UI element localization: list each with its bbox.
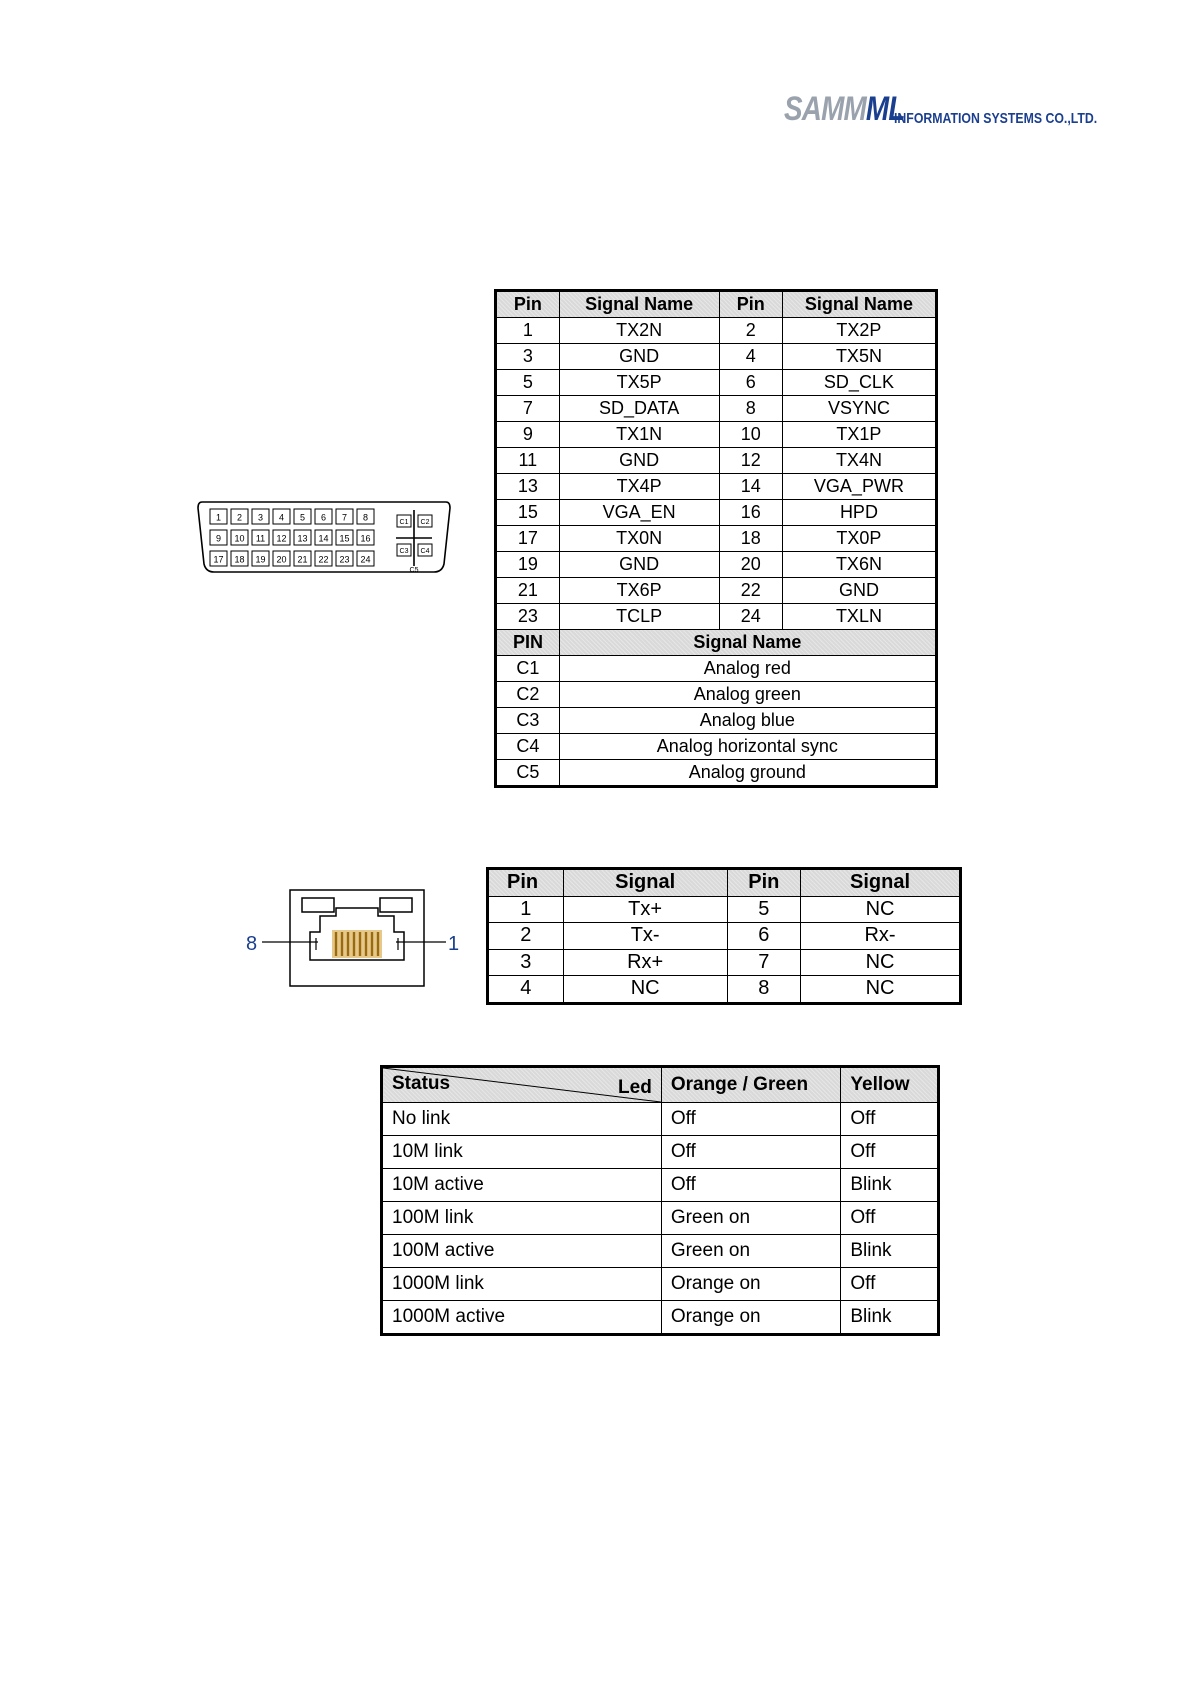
dvi-row-cell: TX0N	[559, 526, 719, 552]
dvi-row-cell: TX1P	[782, 422, 936, 448]
led-row	[382, 1136, 939, 1169]
lan-row	[488, 949, 961, 976]
led-row-cell: 10M active	[382, 1169, 662, 1202]
dvi-row-cell: 20	[719, 552, 782, 578]
dvi-c-pin-label: C3	[399, 548, 409, 555]
analog-row	[496, 760, 937, 787]
led-row-cell: Off	[841, 1103, 939, 1136]
dvi-row-cell: TX5N	[782, 344, 936, 370]
lan-row-cell: 8	[727, 976, 801, 1004]
dvi-row-cell: GND	[559, 552, 719, 578]
dvi-pin-label: 24	[360, 554, 371, 565]
dvi-c-pin-label: C1	[399, 519, 409, 526]
dvi-row	[496, 370, 937, 396]
dvi-pin-label: 1	[215, 512, 222, 523]
lan-row-cell: 1	[488, 896, 564, 923]
dvi-row-cell: VSYNC	[782, 396, 936, 422]
led-row-cell: Blink	[841, 1301, 939, 1335]
dvi-row-cell: 4	[719, 344, 782, 370]
dvi-pin-label: 16	[360, 533, 371, 544]
dvi-row-cell: TX4P	[559, 474, 719, 500]
analog-row	[496, 708, 937, 734]
dvi-row-cell: TX5P	[559, 370, 719, 396]
analog-header-pin: PIN	[496, 630, 560, 656]
dvi-pin-label: 21	[297, 554, 308, 565]
dvi-row-cell: 2	[719, 318, 782, 344]
rj45-connector-diagram	[240, 880, 460, 990]
led-row-cell: Green on	[661, 1202, 841, 1235]
led-row-cell: Blink	[841, 1235, 939, 1268]
dvi-row-cell: VGA_EN	[559, 500, 719, 526]
dvi-row	[496, 474, 937, 500]
lan-header-pin: Pin	[488, 869, 564, 897]
dvi-row	[496, 526, 937, 552]
lan-row-cell: 2	[488, 923, 564, 950]
dvi-header-pin-2: Pin	[719, 291, 782, 318]
analog-header-signal: Signal Name	[559, 630, 936, 656]
dvi-row-cell: SD_DATA	[559, 396, 719, 422]
led-row-cell: Off	[661, 1136, 841, 1169]
analog-pin: C4	[496, 734, 560, 760]
rj45-pin8-label: 8	[246, 933, 258, 955]
dvi-pin-label: 8	[362, 512, 369, 523]
dvi-row-cell: 16	[719, 500, 782, 526]
dvi-row	[496, 552, 937, 578]
dvi-row-cell: GND	[559, 344, 719, 370]
dvi-row-cell: TX1N	[559, 422, 719, 448]
dvi-row-cell: TCLP	[559, 604, 719, 630]
rj45-pin1-label: 1	[448, 933, 460, 955]
dvi-pin-label: 2	[236, 512, 243, 523]
lan-pin-table	[486, 867, 962, 1005]
dvi-header-signal: Signal Name	[559, 291, 719, 318]
led-row	[382, 1268, 939, 1301]
dvi-pin-label: 12	[276, 533, 287, 544]
dvi-row-cell: 7	[496, 396, 560, 422]
lan-row-cell: 7	[727, 949, 801, 976]
led-row-cell: Off	[841, 1136, 939, 1169]
dvi-row-cell: 13	[496, 474, 560, 500]
led-row-cell: 100M link	[382, 1202, 662, 1235]
led-row-cell: Off	[661, 1103, 841, 1136]
led-row-cell: 10M link	[382, 1136, 662, 1169]
dvi-row-cell: 15	[496, 500, 560, 526]
dvi-pin-label: 19	[255, 554, 266, 565]
lan-row	[488, 976, 961, 1004]
dvi-row-cell: 1	[496, 318, 560, 344]
led-row-cell: No link	[382, 1103, 662, 1136]
dvi-row-cell: TX2N	[559, 318, 719, 344]
dvi-row-cell: 3	[496, 344, 560, 370]
logo-subtitle: INFORMATION SYSTEMS CO.,LTD.	[894, 110, 1098, 127]
dvi-header-pin: Pin	[496, 291, 560, 318]
logo-samm: SAMM	[784, 90, 866, 128]
lan-row	[488, 896, 961, 923]
dvi-row-cell: TXLN	[782, 604, 936, 630]
dvi-pin-label: 20	[276, 554, 287, 565]
analog-signal: Analog ground	[559, 760, 936, 787]
lan-row-cell: Rx-	[801, 923, 961, 950]
lan-row-cell: NC	[801, 949, 961, 976]
dvi-row	[496, 578, 937, 604]
lan-row-cell: Tx-	[563, 923, 727, 950]
lan-row-cell: Tx+	[563, 896, 727, 923]
led-row-cell: Orange on	[661, 1268, 841, 1301]
lan-header-pin-2: Pin	[727, 869, 801, 897]
analog-signal: Analog red	[559, 656, 936, 682]
dvi-row-cell: 8	[719, 396, 782, 422]
dvi-pin-table	[494, 289, 938, 788]
led-row-cell: 1000M active	[382, 1301, 662, 1335]
led-header-row	[382, 1067, 939, 1103]
lan-header-signal-2: Signal	[801, 869, 961, 897]
led-header-orange-green: Orange / Green	[661, 1067, 841, 1103]
analog-pin: C1	[496, 656, 560, 682]
led-row	[382, 1103, 939, 1136]
dvi-row-cell: 17	[496, 526, 560, 552]
led-row	[382, 1202, 939, 1235]
logo-ml: ML	[865, 90, 905, 128]
led-row	[382, 1301, 939, 1335]
led-row-cell: Green on	[661, 1235, 841, 1268]
led-row-cell: Blink	[841, 1169, 939, 1202]
dvi-row	[496, 422, 937, 448]
dvi-pin-label: 14	[318, 533, 329, 544]
dvi-pin-label: 13	[297, 533, 308, 544]
dvi-row-cell: HPD	[782, 500, 936, 526]
dvi-row-cell: 6	[719, 370, 782, 396]
dvi-row-cell: SD_CLK	[782, 370, 936, 396]
lan-row-cell: 3	[488, 949, 564, 976]
dvi-row-cell: TX4N	[782, 448, 936, 474]
analog-row	[496, 734, 937, 760]
dvi-header-row	[496, 291, 937, 318]
lan-row	[488, 923, 961, 950]
dvi-row-cell: 19	[496, 552, 560, 578]
dvi-row-cell: TX2P	[782, 318, 936, 344]
analog-pin: C3	[496, 708, 560, 734]
dvi-row	[496, 344, 937, 370]
dvi-pin-label: 15	[339, 533, 350, 544]
led-row-cell: Off	[661, 1169, 841, 1202]
dvi-pin-label: 6	[320, 512, 327, 523]
lan-row-cell: 4	[488, 976, 564, 1004]
dvi-row-cell: GND	[559, 448, 719, 474]
led-header-status-led	[382, 1067, 662, 1103]
led-row	[382, 1169, 939, 1202]
led-row-cell: Off	[841, 1202, 939, 1235]
dvi-row-cell: TX0P	[782, 526, 936, 552]
dvi-row-cell: 22	[719, 578, 782, 604]
dvi-pin-label: 7	[341, 512, 348, 523]
analog-row	[496, 682, 937, 708]
dvi-row-cell: 24	[719, 604, 782, 630]
analog-signal: Analog green	[559, 682, 936, 708]
dvi-pin-label: 23	[339, 554, 350, 565]
lan-row-cell: NC	[801, 896, 961, 923]
led-row-cell: 1000M link	[382, 1268, 662, 1301]
led-row-cell: Off	[841, 1268, 939, 1301]
lan-header-row	[488, 869, 961, 897]
dvi-pin-label: 5	[299, 512, 306, 523]
dvi-row-cell: 18	[719, 526, 782, 552]
dvi-row-cell: 12	[719, 448, 782, 474]
dvi-pin-label: 18	[234, 554, 245, 565]
lan-row-cell: NC	[563, 976, 727, 1004]
led-status-table	[380, 1065, 940, 1336]
lan-header-signal: Signal	[563, 869, 727, 897]
dvi-row-cell: 5	[496, 370, 560, 396]
dvi-row-cell: 10	[719, 422, 782, 448]
dvi-pin-label: 17	[213, 554, 224, 565]
dvi-c-pin-label: C4	[420, 548, 430, 555]
dvi-pin-label: 10	[234, 533, 245, 544]
dvi-row	[496, 604, 937, 630]
dvi-row-cell: 11	[496, 448, 560, 474]
dvi-c-pin-label: C2	[420, 519, 430, 526]
led-row-cell: 100M active	[382, 1235, 662, 1268]
company-logo	[784, 88, 1114, 132]
led-header-led: Led	[618, 1077, 652, 1098]
lan-row-cell: Rx+	[563, 949, 727, 976]
dvi-pin-label: 3	[257, 512, 264, 523]
dvi-pin-label: 11	[255, 533, 266, 544]
dvi-row	[496, 448, 937, 474]
led-header-status: Status	[392, 1073, 451, 1094]
dvi-row-cell: 23	[496, 604, 560, 630]
lan-row-cell: 6	[727, 923, 801, 950]
dvi-header-signal-2: Signal Name	[782, 291, 936, 318]
dvi-row-cell: GND	[782, 578, 936, 604]
analog-pin: C2	[496, 682, 560, 708]
dvi-row-cell: TX6N	[782, 552, 936, 578]
dvi-pin-label: 22	[318, 554, 329, 565]
dvi-row-cell: 14	[719, 474, 782, 500]
dvi-row-cell: TX6P	[559, 578, 719, 604]
dvi-row	[496, 318, 937, 344]
analog-row	[496, 656, 937, 682]
analog-signal: Analog blue	[559, 708, 936, 734]
lan-row-cell: 5	[727, 896, 801, 923]
led-row-cell: Orange on	[661, 1301, 841, 1335]
analog-signal: Analog horizontal sync	[559, 734, 936, 760]
dvi-row-cell: 21	[496, 578, 560, 604]
dvi-row-cell: 9	[496, 422, 560, 448]
led-header-yellow: Yellow	[841, 1067, 939, 1103]
dvi-pin-label: 9	[215, 533, 222, 544]
dvi-pin-label: 4	[278, 512, 285, 523]
dvi-analog-header-row	[496, 630, 937, 656]
dvi-c5-label: C5	[409, 567, 419, 574]
dvi-row	[496, 396, 937, 422]
led-row	[382, 1235, 939, 1268]
dvi-row-cell: VGA_PWR	[782, 474, 936, 500]
lan-row-cell: NC	[801, 976, 961, 1004]
analog-pin: C5	[496, 760, 560, 787]
dvi-connector-diagram	[196, 500, 452, 574]
dvi-row	[496, 500, 937, 526]
